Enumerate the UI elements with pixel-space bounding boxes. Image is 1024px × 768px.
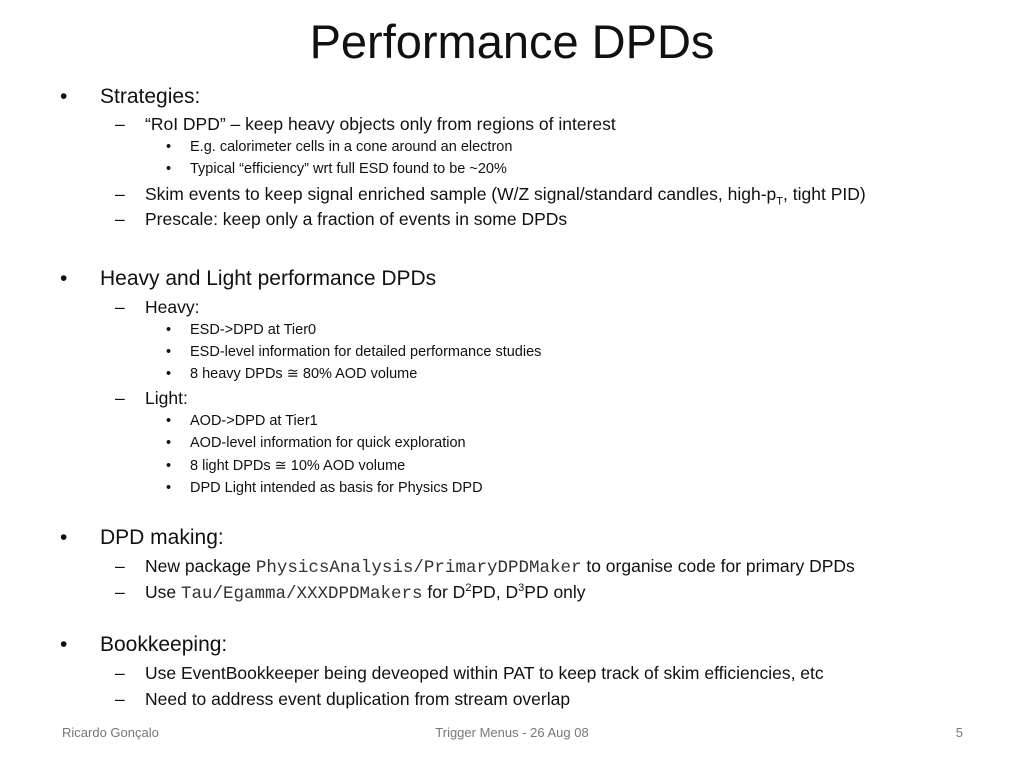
heavy-item: ESD-level information for detailed performance studies [190,344,542,360]
prescale-item: Prescale: keep only a fraction of events in some DPDs [145,209,568,229]
dash-marker: – [115,388,125,408]
bookkeeper-item: Use EventBookkeeper being deveoped within PAT to keep track of skim efficiencies, etc [145,663,824,683]
bullet-marker: • [166,366,172,382]
light-item: AOD-level information for quick exploration [190,435,466,451]
footer-center: Trigger Menus - 26 Aug 08 [435,725,589,740]
bullet-marker: • [166,139,172,155]
heavy-item: ESD->DPD at Tier0 [190,322,317,338]
dpd-making-heading: DPD making: [100,526,224,549]
dash-marker: – [115,184,125,204]
strategies-heading: Strategies: [100,85,201,108]
duplication-item: Need to address event duplication from stream overlap [145,689,571,709]
heavy-light-heading: Heavy and Light performance DPDs [100,267,437,290]
dash-marker: – [115,582,125,602]
footer-author: Ricardo Gonçalo [62,725,159,740]
new-package-text-end: to organise code for primary DPDs [581,556,855,576]
bullet-marker: • [166,322,172,338]
new-package-text: New package [145,556,256,576]
heavy-label: Heavy: [145,297,200,317]
use-text-mid2: PD, D [471,582,519,602]
superscript: 3 [518,582,525,595]
roi-example-item: E.g. calorimeter cells in a cone around an electron [190,139,513,155]
bullet-marker: • [166,480,172,496]
bullet-marker: • [60,526,68,549]
light-label: Light: [145,388,188,408]
bullet-marker: • [166,344,172,360]
dash-marker: – [115,556,125,576]
heavy-item: 8 heavy DPDs ≅ 80% AOD volume [190,366,418,382]
dash-marker: – [115,297,125,317]
package-code: PhysicsAnalysis/PrimaryDPDMaker [255,558,582,578]
skim-item [145,183,866,208]
bullet-marker: • [60,633,68,656]
use-text-mid: for D [422,582,466,602]
use-text-end: PD only [524,582,586,602]
bullet-marker: • [60,267,68,290]
makers-code: Tau/Egamma/XXXDPDMakers [180,584,423,604]
bullet-marker: • [166,435,172,451]
skim-subscript: T [776,195,784,208]
bullet-marker: • [166,458,172,474]
bullet-marker: • [166,161,172,177]
dash-marker: – [115,689,125,709]
light-item: 8 light DPDs ≅ 10% AOD volume [190,458,406,474]
light-item: DPD Light intended as basis for Physics DPD [190,480,483,496]
bullet-marker: • [166,413,172,429]
use-makers-item [145,581,586,605]
slide-title: Performance DPDs [309,15,715,68]
dash-marker: – [115,209,125,229]
new-package-item [145,555,855,579]
page-number: 5 [955,725,963,740]
light-item: AOD->DPD at Tier1 [190,413,318,429]
dash-marker: – [115,663,125,683]
skim-text: Skim events to keep signal enriched sample (W/Z signal/standard candles, high-p [145,184,777,204]
roi-efficiency-item: Typical “efficiency” wrt full ESD found to be ~20% [190,161,507,177]
dash-marker: – [115,114,125,134]
bookkeeping-heading: Bookkeeping: [100,633,228,656]
use-text: Use [145,582,181,602]
superscript: 2 [465,582,472,595]
bullet-marker: • [60,85,68,108]
roi-dpd-item: “RoI DPD” – keep heavy objects only from regions of interest [145,114,616,134]
skim-text-end: , tight PID) [783,184,866,204]
